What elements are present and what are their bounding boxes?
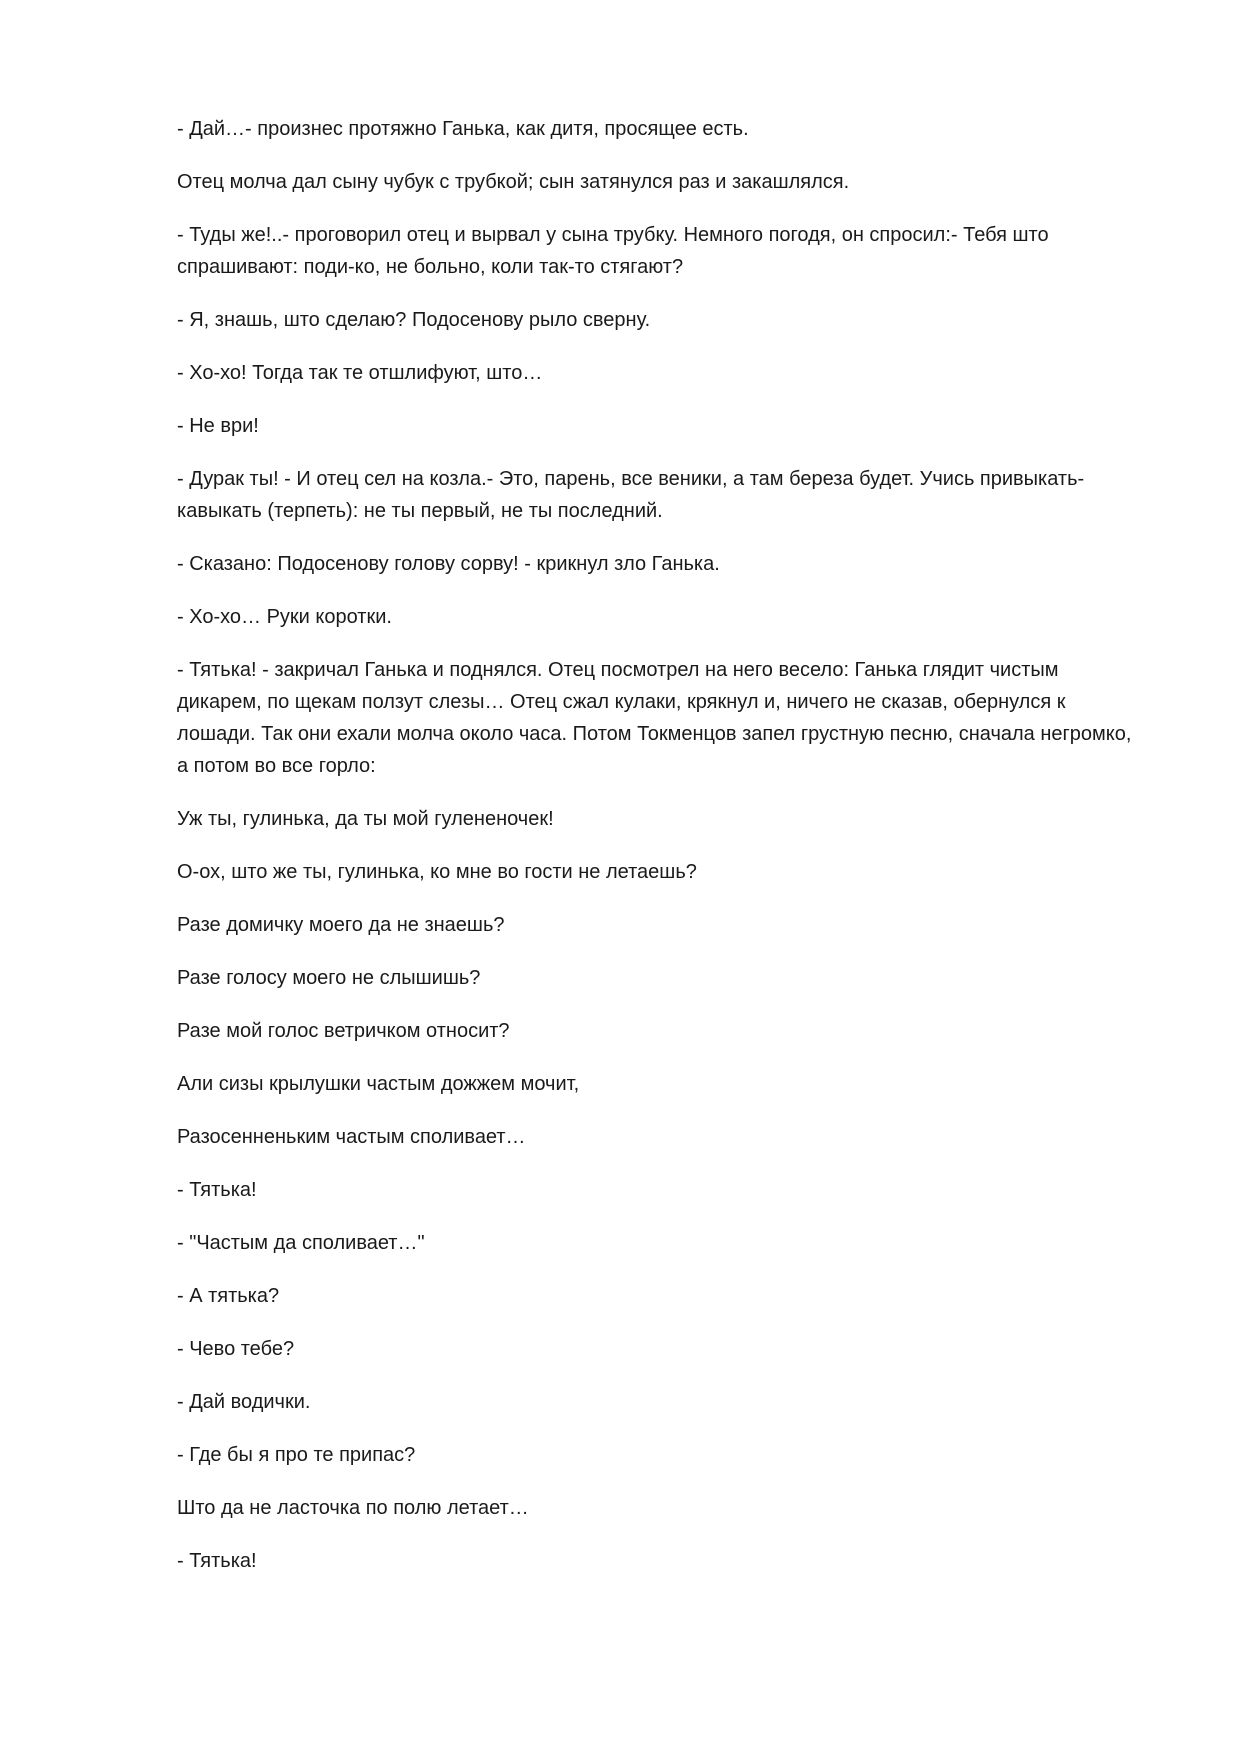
document-body bbox=[177, 113, 1137, 1598]
paragraph: - Чево тебе? bbox=[177, 1338, 295, 1360]
paragraph: О-ох, што же ты, гулинька, ко мне во гости не летаешь? bbox=[177, 861, 697, 883]
paragraph: - Дай…- произнес протяжно Ганька, как дитя, просящее есть. bbox=[177, 118, 749, 140]
paragraph: - Хо-хо! Тогда так те отшлифуют, што… bbox=[177, 362, 543, 384]
paragraph: - Дурак ты! - И отец сел на козла.- Это, парень, все веники, а там береза будет. Учись привыкать-кавыкать (терпеть): не ты первый, не ты последний. bbox=[177, 468, 1085, 522]
paragraph: - Дай водички. bbox=[177, 1391, 311, 1413]
paragraph: Разе домичку моего да не знаешь? bbox=[177, 914, 505, 936]
paragraph: - Я, знашь, што сделаю? Подосенову рыло сверну. bbox=[177, 309, 651, 331]
paragraph: Отец молча дал сыну чубук с трубкой; сын затянулся раз и закашлялся. bbox=[177, 171, 850, 193]
paragraph: Уж ты, гулинька, да ты мой гулененочек! bbox=[177, 808, 554, 830]
paragraph: Разе мой голос ветричком относит? bbox=[177, 1020, 510, 1042]
paragraph: - "Частым да споливает…" bbox=[177, 1232, 425, 1254]
paragraph: - Хо-хо… Руки коротки. bbox=[177, 606, 392, 628]
paragraph: - А тятька? bbox=[177, 1285, 280, 1307]
paragraph: - Где бы я про те припас? bbox=[177, 1444, 416, 1466]
paragraph: Што да не ласточка по полю летает… bbox=[177, 1497, 529, 1519]
paragraph: Разосенненьким частым споливает… bbox=[177, 1126, 526, 1148]
paragraph: - Сказано: Подосенову голову сорву! - крикнул зло Ганька. bbox=[177, 553, 720, 575]
paragraph: - Тятька! - закричал Ганька и поднялся. Отец посмотрел на него весело: Ганька глядит чистым дикарем, по щекам ползут слезы… Отец сжал кулаки, крякнул и, ничего не сказав, обернулся к лошади. Так они ехали молча около часа. Потом Токменцов запел грустную песню, сначала негромко, а потом во все горло: bbox=[177, 659, 1132, 777]
paragraph: Разе голосу моего не слышишь? bbox=[177, 967, 481, 989]
paragraph: - Тятька! bbox=[177, 1179, 257, 1201]
paragraph: Али сизы крылушки частым дожжем мочит, bbox=[177, 1073, 580, 1095]
paragraph: - Не ври! bbox=[177, 415, 259, 437]
paragraph: - Тятька! bbox=[177, 1550, 257, 1572]
paragraph: - Туды же!..- проговорил отец и вырвал у сына трубку. Немного погодя, он спросил:- Тебя што спрашивают: поди-ко, не больно, коли так-то стягают? bbox=[177, 224, 1049, 278]
